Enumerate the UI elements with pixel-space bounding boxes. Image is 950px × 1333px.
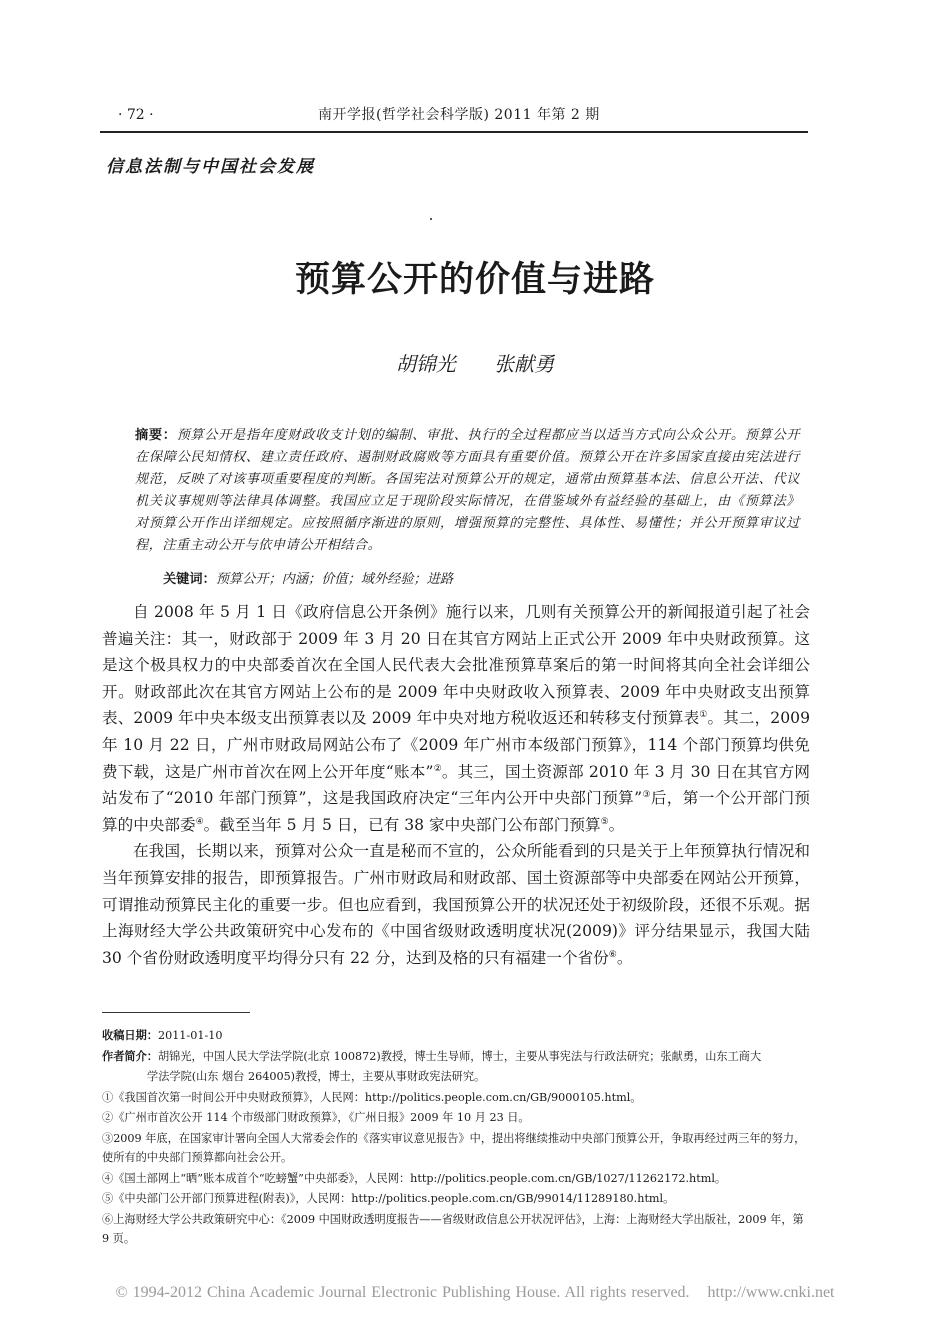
article-title: 预算公开的价值与进路 xyxy=(294,260,655,300)
footnote-item: ②《广州市首次公开 114 个市级部门财政预算》，《广州日报》2009 年 10 月 23 日。 xyxy=(102,1111,530,1124)
author-name: 张献勇 xyxy=(494,352,555,376)
footnote-item: ⑥上海财经大学公共政策研究中心：《2009 中国财政透明度报告——省级财政信息公开状况评估》，上海：上海财经大学出版社，2009 年，第 9 页。 xyxy=(102,1212,804,1245)
footnote-ref: ⑥ xyxy=(608,949,617,960)
page-number: · 72 · xyxy=(118,107,154,123)
footnote-item: ③2009 年底，在国家审计署向全国人大常委会作的《落实审议意见报告》中，提出将继续推动中央部门预算公开，争取再经过两三年的努力，使所有的中央部门预算都向社会公开。 xyxy=(102,1131,806,1164)
keywords-text: 预算公开；内涵；价值；域外经验；进路 xyxy=(215,572,454,587)
paragraph xyxy=(102,599,810,838)
text-run: 。截至当年 5 月 5 日，已有 38 家中央部门公布部门预算 xyxy=(203,815,601,834)
authors xyxy=(0,348,950,377)
text-run: 。其三，国土资源部 2010 年 3 月 30 日在其官方网站发布了“2010 年部门预算”，这是我国政府决定“三年内公开中央部门预算” xyxy=(102,762,810,808)
footnote-item: ①《我国首次第一时间公开中央财政预算》，人民网：http://politics.people.com.cn/GB/9000105.html。 xyxy=(102,1090,642,1104)
footnote-ref: ② xyxy=(433,763,442,774)
abstract xyxy=(135,425,800,557)
column-title: 信息法制与中国社会发展 xyxy=(106,157,315,177)
text-run: 。其二，2009 年 10 月 22 日，广州市财政局网站公布了《2009 年广州市本级部门预算》，114 个部门预算均供免费下载，这是广州市首次在网上公开年度“账本” xyxy=(102,709,810,781)
keywords xyxy=(163,569,803,591)
author-bio-label: 作者简介： xyxy=(102,1048,158,1063)
received-value: 2011-01-10 xyxy=(157,1029,223,1042)
received-label: 收稿日期： xyxy=(102,1028,158,1042)
received-date xyxy=(102,1026,810,1046)
author-name: 胡锦光 xyxy=(395,352,456,376)
cnki-link[interactable]: http://www.cnki.net xyxy=(707,1284,835,1301)
footnote-ref: ① xyxy=(699,710,708,721)
footnote-item: ④《国土部网上“晒”账本成首个“吃螃蟹”中央部委》，人民网：http://politics.people.com.cn/GB/1027/11262172.html。 xyxy=(102,1171,727,1185)
author-bio xyxy=(102,1047,810,1067)
body-text xyxy=(102,599,810,971)
footnote-item: ⑤《中央部门公开部门预算进程(附表)》，人民网：http://politics.people.com.cn/GB/99014/11289180.html。 xyxy=(102,1192,675,1205)
abstract-label: 摘要： xyxy=(135,428,177,443)
keywords-label: 关键词： xyxy=(163,572,216,587)
author-bio-text: 胡锦光，中国人民大学法学院(北京 100872)教授，博士生导师，博士，主要从事宪法与行政法研究；张献勇，山东工商大 xyxy=(157,1049,762,1063)
author-bio-continued: 学法学院(山东 烟台 264005)教授，博士，主要从事财政宪法研究。 xyxy=(147,1070,486,1083)
paragraph xyxy=(102,838,810,971)
text-run: 自 2008 年 5 月 1 日《政府信息公开条例》施行以来，几则有关预算公开的新闻报道引起了社会普遍关注：其一，财政部于 2009 年 3 月 20 日在其官方网站上正式公开 2009 年中央财政预算。这是这个极具权力的中央部委首次在全国人民代表大会批准预算草案后的第一时间将其向全社会详细公开。财政部此次在其官方网站上公布的是 2009 年中央财政收入预算表、2009 年中央财政支出预算表、2009 年中央本级支出预算表以及 2009 年中央对地方税收返还和转移支付预算表 xyxy=(102,603,810,728)
footnote-ref: ④ xyxy=(195,816,204,827)
text-run: 。 xyxy=(608,815,625,834)
header-rule xyxy=(100,131,808,133)
running-header xyxy=(100,104,808,126)
copyright-notice xyxy=(0,1284,950,1302)
footnote-ref: ③ xyxy=(642,789,651,800)
text-run: 。 xyxy=(616,948,633,967)
text-run: 在我国，长期以来，预算对公众一直是秘而不宣的，公众所能看到的只是关于上年预算执行情况和当年预算安排的报告，即预算报告。广州市财政局和财政部、国土资源部等中央部委在网站公开预算，可谓推动预算民主化的重要一步。但也应看到，我国预算公开的状况还处于初级阶段，还很不乐观。据上海财经大学公共政策研究中心发布的《中国省级财政透明度状况(2009)》评分结果显示，我国大陆 30 个省份财政透明度平均得分只有 22 分，达到及格的只有福建一个省份 xyxy=(102,842,810,967)
footnotes xyxy=(102,1026,810,1250)
abstract-text: 预算公开是指年度财政收支计划的编制、审批、执行的全过程都应当以适当方式向公众公开。预算公开在保障公民知情权、建立责任政府、遏制财政腐败等方面具有重要价值。预算公开在许多国家直接由宪法进行规范，反映了对该事项重要程度的判断。各国宪法对预算公开的规定，通常由预算基本法、信息公开法、代议机关议事规则等法律具体调整。我国应立足于现阶段实际情况，在借鉴域外有益经验的基础上，由《预算法》对预算公开作出详细规定。应按照循序渐进的原则，增强预算的完整性、具体性、易懂性；并公开预算审议过程，注重主动公开与依申请公开相结合。 xyxy=(135,428,801,553)
footnote-ref: ⑤ xyxy=(600,816,609,827)
text-run: 后，第一个公开部门预算的中央部委 xyxy=(102,789,810,834)
journal-name: 南开学报(哲学社会科学版) 2011 年第 2 期 xyxy=(318,107,600,123)
footnote-rule xyxy=(102,1012,250,1013)
scan-speck xyxy=(430,218,432,220)
copyright-text: © 1994-2012 China Academic Journal Electronic Publishing House. All rights reserved. xyxy=(115,1284,690,1301)
